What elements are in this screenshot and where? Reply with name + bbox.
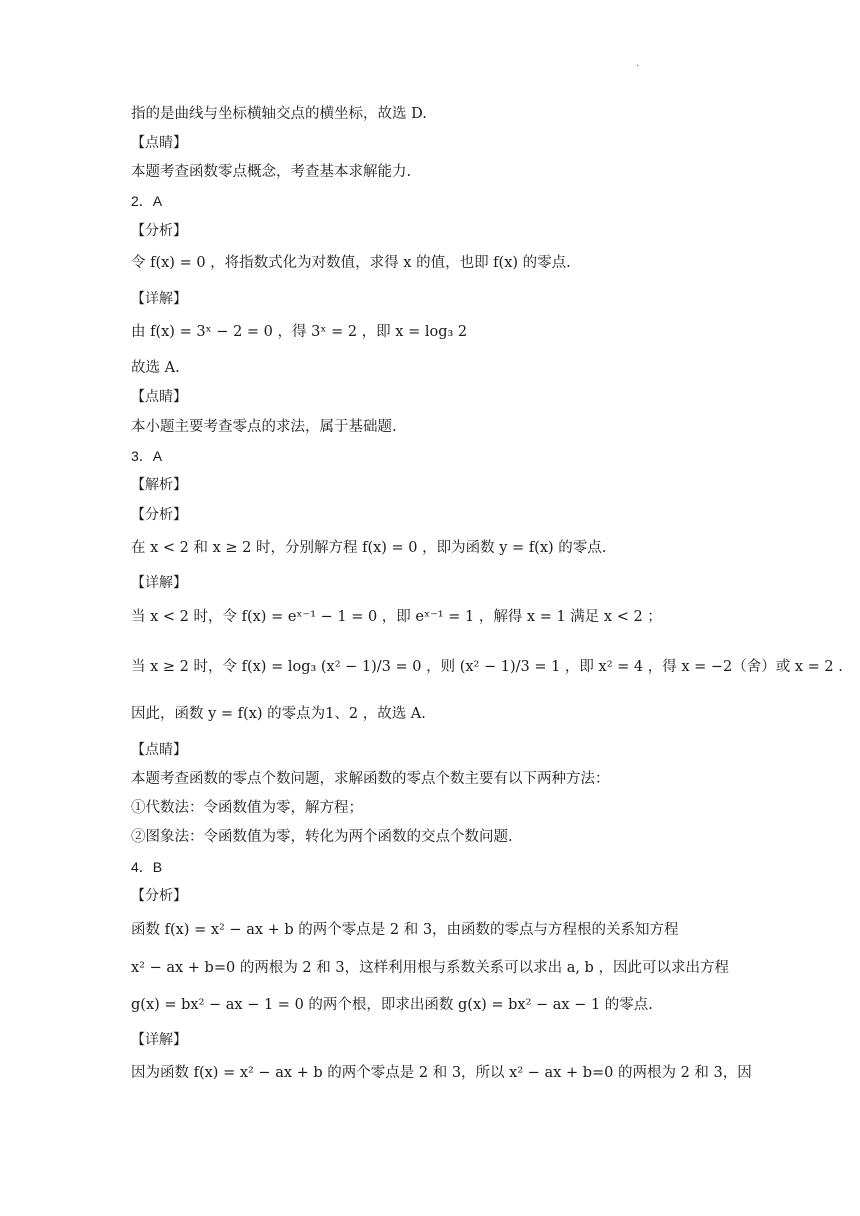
section-heading: 【详解】 [131, 1032, 187, 1048]
answer-number: 3．A [131, 448, 163, 464]
section-heading: 【分析】 [131, 223, 187, 239]
text-line: 本题考查函数零点概念，考查基本求解能力. [131, 164, 412, 180]
section-heading: 【点睛】 [131, 389, 187, 405]
text-line-math: 在 x < 2 和 x ≥ 2 时，分别解方程 f(x) = 0 ，即为函数 y = f(x) 的零点. [131, 540, 607, 556]
text-line-math: 当 x < 2 时，令 f(x) = eˣ⁻¹ − 1 = 0 ，即 eˣ⁻¹ = 1 ，解得 x = 1 满足 x < 2 ； [131, 609, 662, 625]
text-line-math: 因为函数 f(x) = x² − ax + b 的两个零点是 2 和 3，所以 x² − ax + b=0 的两根为 2 和 3，因 [131, 1065, 752, 1081]
text-line: ①代数法：令函数值为零，解方程； [131, 800, 363, 816]
text-line-math: 令 f(x) = 0 ，将指数式化为对数值，求得 x 的值，也即 f(x) 的零点. [131, 255, 571, 271]
text-line-math: x² − ax + b=0 的两根为 2 和 3，这样利用根与系数关系可以求出 a, b ，因此可以求出方程 [131, 960, 729, 976]
text-line-math: g(x) = bx² − ax − 1 = 0 的两个根，即求出函数 g(x) = bx² − ax − 1 的零点. [131, 997, 653, 1013]
section-heading: 【详解】 [131, 291, 187, 307]
answer-number: 4．B [131, 859, 163, 875]
answer-number: 2．A [131, 193, 163, 209]
text-line: 本题考查函数的零点个数问题，求解函数的零点个数主要有以下两种方法： [131, 771, 610, 787]
section-heading: 【分析】 [131, 888, 187, 904]
text-line-math: 由 f(x) = 3ˣ − 2 = 0 ，得 3ˣ = 2 ，即 x = log₃ 2 [131, 324, 468, 340]
section-heading: 【分析】 [131, 507, 187, 523]
section-heading: 【点睛】 [131, 135, 187, 151]
text-line: ②图象法：令函数值为零，转化为两个函数的交点个数问题. [131, 829, 513, 845]
text-line: 本小题主要考查零点的求法，属于基础题. [131, 419, 397, 435]
text-line-math: 函数 f(x) = x² − ax + b 的两个零点是 2 和 3，由函数的零点与方程根的关系知方程 [131, 922, 679, 938]
text-line-math: 因此，函数 y = f(x) 的零点为1、2 ，故选 A. [131, 706, 426, 722]
section-heading: 【解析】 [131, 477, 187, 493]
text-line: 指的是曲线与坐标横轴交点的横坐标，故选 D. [131, 106, 427, 122]
text-line: 故选 A. [131, 360, 180, 376]
text-line-math: 当 x ≥ 2 时，令 f(x) = log₃ (x² − 1)/3 = 0 ，则 (x² − 1)/3 = 1 ，即 x² = 4 ，得 x = −2（舍）或 x = 2 . [131, 659, 843, 675]
section-heading: 【详解】 [131, 575, 187, 591]
header-dot: . [636, 58, 640, 69]
section-heading: 【点睛】 [131, 742, 187, 758]
